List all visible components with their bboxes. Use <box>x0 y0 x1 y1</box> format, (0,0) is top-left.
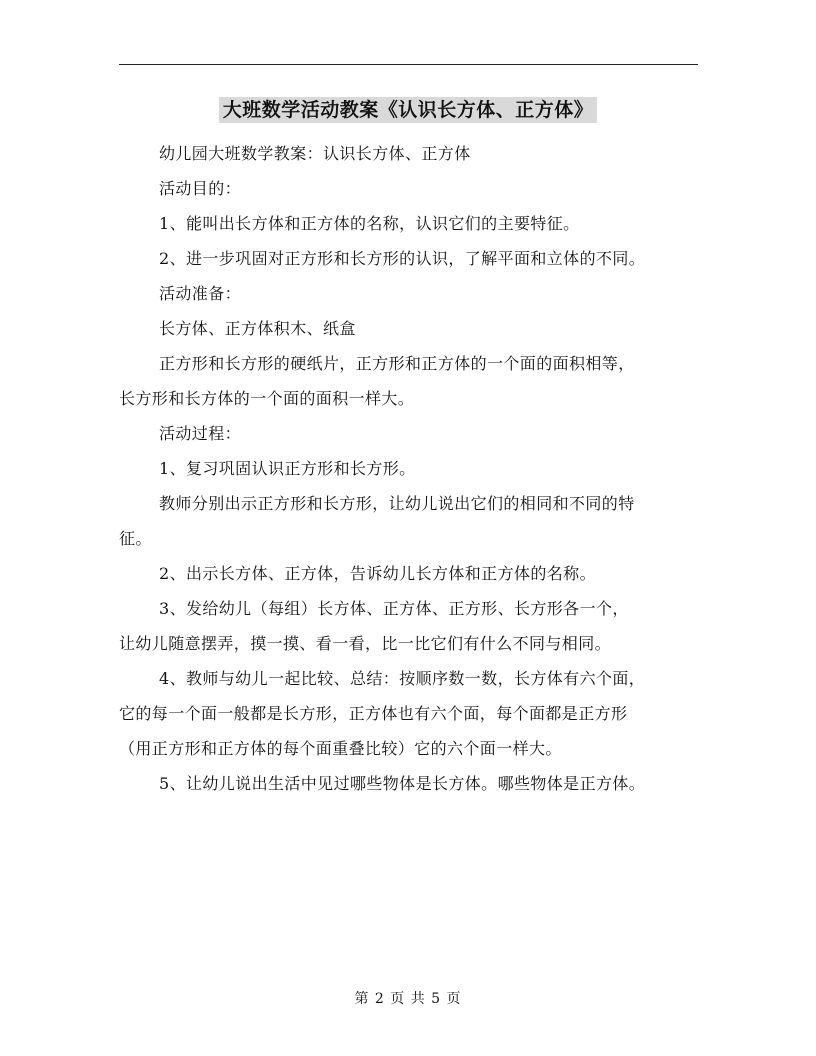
paragraph: 活动目的： <box>159 179 242 198</box>
paragraph: 2、进一步巩固对正方形和长方形的认识，了解平面和立体的不同。 <box>159 249 646 268</box>
header-rule <box>119 64 698 65</box>
paragraph: 教师分别出示正方形和长方形，让幼儿说出它们的相同和不同的特 <box>159 494 635 513</box>
paragraph: 3、发给幼儿（每组）长方体、正方体、正方形、长方形各一个， <box>159 599 629 618</box>
page-number-footer: 第 2 页 共 5 页 <box>354 991 462 1007</box>
paragraph: 正方形和长方形的硬纸片，正方形和正方体的一个面的面积相等， <box>159 354 635 373</box>
paragraph: 它的每一个面一般都是长方形，正方体也有六个面，每个面都是正方形 <box>119 704 628 723</box>
document-body <box>119 136 699 801</box>
paragraph: 长方体、正方体积木、纸盒 <box>159 319 356 338</box>
paragraph: 1、复习巩固认识正方形和长方形。 <box>159 459 416 478</box>
paragraph: （用正方形和正方体的每个面重叠比较）它的六个面一样大。 <box>119 739 562 758</box>
paragraph: 5、让幼儿说出生活中见过哪些物体是长方体。哪些物体是正方体。 <box>159 774 646 793</box>
paragraph: 2、出示长方体、正方体，告诉幼儿长方体和正方体的名称。 <box>159 564 596 583</box>
paragraph: 长方形和长方体的一个面的面积一样大。 <box>119 389 415 408</box>
document-title-block <box>0 95 816 122</box>
paragraph: 4、教师与幼儿一起比较、总结：按顺序数一数，长方体有六个面， <box>159 669 646 688</box>
paragraph: 幼儿园大班数学教案：认识长方体、正方体 <box>159 144 471 163</box>
paragraph: 活动过程： <box>159 424 242 443</box>
paragraph: 活动准备： <box>159 284 242 303</box>
paragraph: 让幼儿随意摆弄，摸一摸、看一看，比一比它们有什么不同与相同。 <box>119 634 612 653</box>
paragraph: 1、能叫出长方体和正方体的名称，认识它们的主要特征。 <box>159 214 580 233</box>
paragraph: 征。 <box>119 529 152 548</box>
document-title: 大班数学活动教案《认识长方体、正方体》 <box>219 97 598 123</box>
